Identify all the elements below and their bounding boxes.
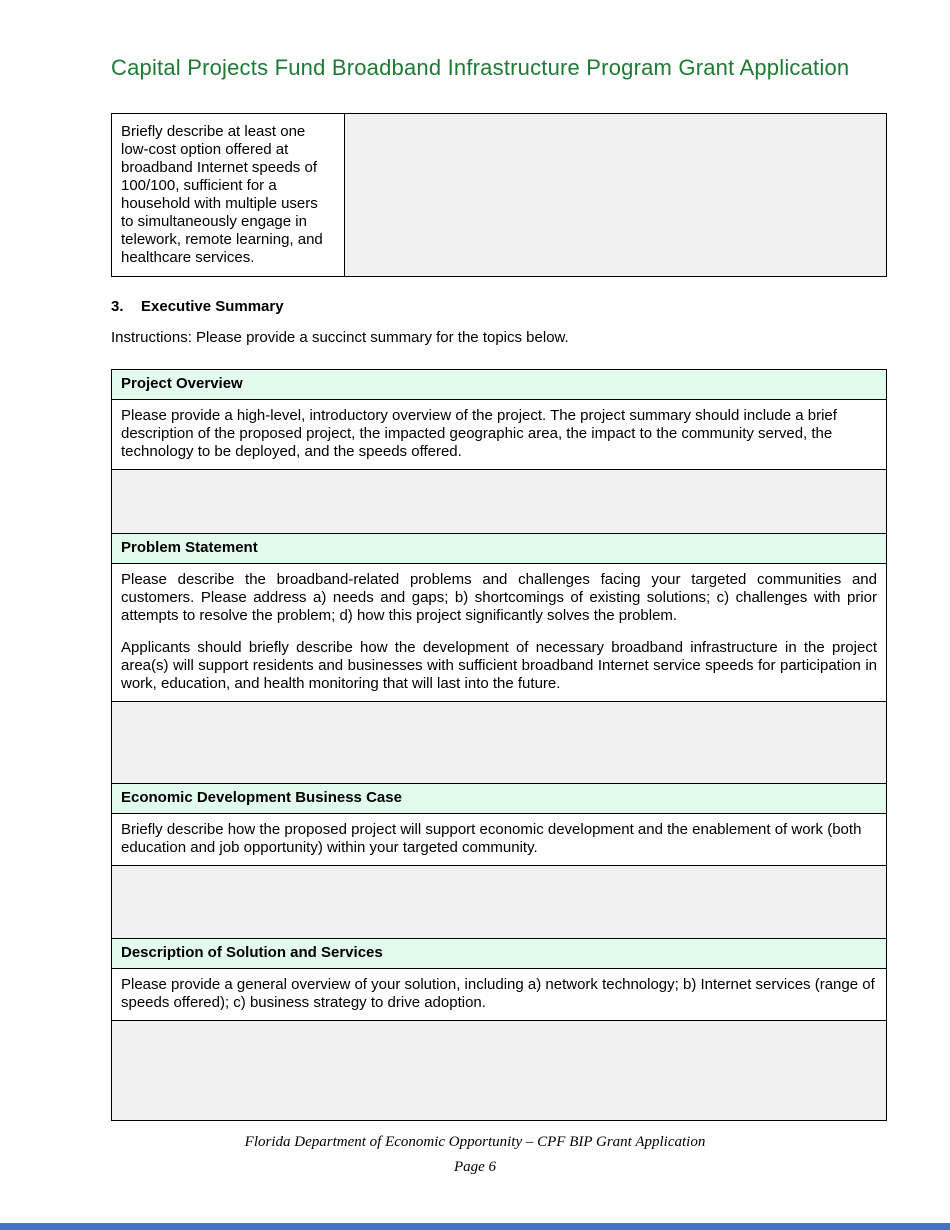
description-paragraph: Briefly describe how the proposed project will support economic development and the enablement of work (both education and job opportunity) within your targeted community. [121, 821, 862, 856]
section-heading-label: Executive Summary [141, 298, 284, 315]
header-description-of-solution-and-services: Description of Solution and Services [112, 939, 887, 969]
table-row [112, 1021, 887, 1121]
header-problem-statement: Problem Statement [112, 534, 887, 564]
description-paragraph: Please describe the broadband-related problems and challenges facing your targeted communities and customers. Please address a) needs and gaps; b) shortcomings of existing solutions; c) challenges with prior attempts to resolve the problem; d) how this project significantly solves the problem. [121, 571, 877, 624]
description-project-overview [112, 400, 887, 470]
project-overview-answer-box[interactable] [112, 470, 887, 534]
table-row [112, 866, 887, 939]
low-cost-option-prompt: Briefly describe at least one low-cost option offered at broadband Internet speeds of 100/100, sufficient for a household with multiple users to simultaneously engage in telework, remote learning, and healthcare services. [112, 114, 345, 277]
table-row [112, 814, 887, 866]
table-row [112, 534, 887, 564]
solution-and-services-answer-box[interactable] [112, 1021, 887, 1121]
problem-statement-answer-box[interactable] [112, 702, 887, 784]
description-paragraph: Please provide a general overview of your solution, including a) network technology; b) Internet services (range of speeds offered); c) business strategy to drive adoption. [121, 976, 875, 1011]
table-row [112, 564, 887, 702]
page-title: Capital Projects Fund Broadband Infrastructure Program Grant Application [111, 55, 850, 80]
description-paragraph: Please provide a high-level, introductory overview of the project. The project summary should include a brief description of the proposed project, the impacted geographic area, the impact to the community served, the technology to be deployed, and the speeds offered. [121, 407, 837, 460]
economic-development-answer-box[interactable] [112, 866, 887, 939]
table-row [112, 969, 887, 1021]
table-row [112, 784, 887, 814]
section-number: 3. [111, 298, 124, 315]
low-cost-option-table [111, 113, 887, 277]
table-row [112, 400, 887, 470]
table-row [112, 702, 887, 784]
page-footer [0, 1133, 950, 1176]
table-row [112, 114, 887, 277]
description-problem-statement [112, 564, 887, 702]
description-paragraph: Applicants should briefly describe how the development of necessary broadband infrastructure in the project area(s) will support residents and businesses with sufficient broadband Internet service speeds for participation in work, education, and health monitoring that will last into the future. [121, 639, 877, 692]
header-economic-development-business-case: Economic Development Business Case [112, 784, 887, 814]
header-project-overview: Project Overview [112, 370, 887, 400]
page-content [111, 0, 887, 1121]
instructions-text: Instructions: Please provide a succinct summary for the topics below. [111, 329, 569, 346]
description-economic-development [112, 814, 887, 866]
footer-page-number: Page 6 [453, 1159, 497, 1175]
footer-document-title: Florida Department of Economic Opportunity – CPF BIP Grant Application [244, 1134, 706, 1150]
table-row [112, 470, 887, 534]
executive-summary-table [111, 369, 887, 1121]
table-row [112, 370, 887, 400]
window-bottom-bar [0, 1223, 950, 1230]
description-solution-and-services [112, 969, 887, 1021]
table-row [112, 939, 887, 969]
section-heading-executive-summary [111, 298, 887, 316]
low-cost-option-answer-box[interactable] [345, 114, 887, 277]
